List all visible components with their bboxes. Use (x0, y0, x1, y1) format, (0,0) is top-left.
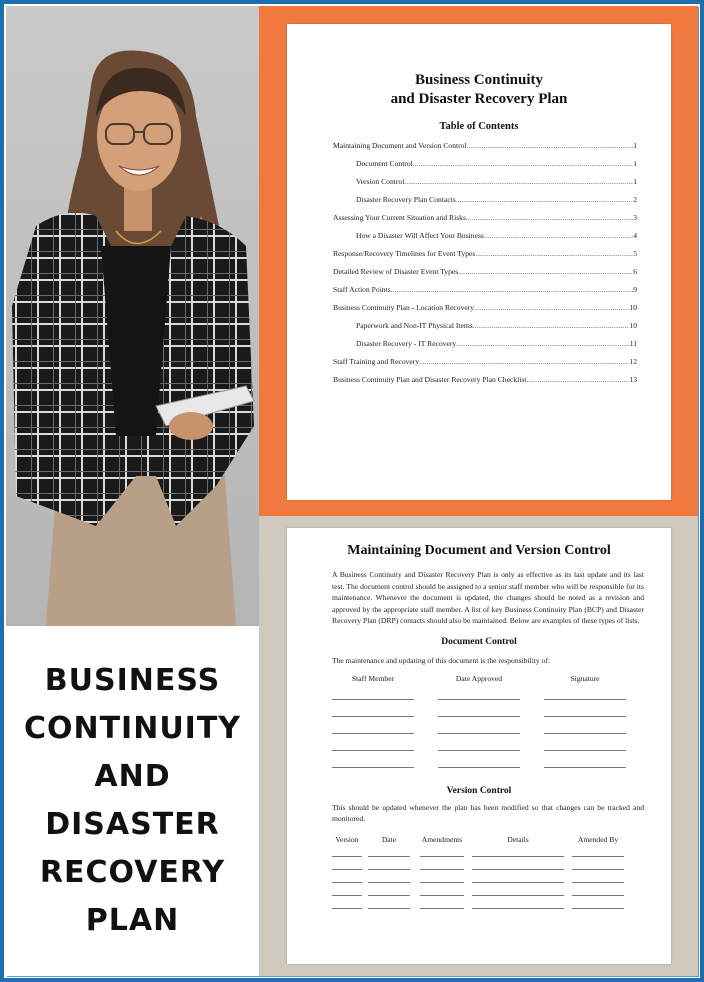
toc-leader-dots (484, 231, 633, 240)
toc-entry (356, 177, 637, 195)
toc-entry-text: Version Control (356, 177, 405, 186)
toc-entry-page: 10 (629, 321, 637, 330)
doc-title-line1: Business Continuity (415, 72, 543, 88)
version-control-page (287, 528, 671, 964)
section-paragraph: A Business Continuity and Disaster Recovery Plan is only as effective as its last update and its last test. The document control should be assigned to a senior staff member who will be responsible for its maintenance. Whenever the document is updated, the changes should be noted as a revision and approved by the appropriate staff member. A list of key Business Continuity Plan (BCP) and Disaster Recovery Plan (DRP) contacts should also be maintained. Below are examples of these types of lists. (332, 570, 644, 625)
toc-entry-page: 9 (633, 285, 637, 294)
ver-col (368, 835, 410, 909)
toc-entry-page: 3 (633, 213, 637, 222)
toc-entry-page: 1 (633, 141, 637, 150)
toc-leader-dots (458, 267, 633, 276)
section-title: Maintaining Document and Version Control (347, 543, 611, 558)
toc-entry (333, 249, 637, 267)
toc-entry-text: Disaster Recovery Plan Contacts (356, 195, 456, 204)
toc-entry-text: Staff Action Points (333, 285, 391, 294)
version-control-table (332, 835, 644, 909)
toc-entry (356, 159, 637, 177)
toc-entry (333, 213, 637, 231)
toc-entry-text: Disaster Recovery - IT Recovery (356, 339, 457, 348)
ver-col-header: Amendments (421, 834, 463, 844)
cover-title-line: PLAN (85, 903, 180, 938)
toc-leader-dots (391, 285, 634, 294)
toc-entry-page: 6 (633, 267, 637, 276)
toc-entry-text: Assessing Your Current Situation and Risks (333, 213, 466, 222)
cover-title-line: DISASTER (45, 807, 220, 842)
doc-title-line2: and Disaster Recovery Plan (390, 91, 568, 107)
toc-entry-text: Paperwork and Non-IT Physical Items (356, 321, 473, 330)
doc-col (544, 674, 626, 768)
toc-entry (333, 303, 637, 321)
toc-entry-text: Business Continuity Plan - Location Recovery (333, 303, 475, 312)
toc-list (287, 141, 671, 393)
doc-col-header: Date Approved (455, 673, 503, 683)
ver-col-header: Version (335, 834, 359, 844)
doc-col (332, 674, 414, 768)
toc-entry-page: 5 (633, 249, 637, 258)
toc-leader-dots (474, 303, 629, 312)
toc-entry-page: 2 (633, 195, 637, 204)
toc-leader-dots (413, 159, 633, 168)
toc-entry-text: Document Control (356, 159, 413, 168)
toc-leader-dots (466, 213, 633, 222)
cover-title-line: BUSINESS (44, 663, 221, 698)
toc-entry (333, 285, 637, 303)
toc-entry (356, 195, 637, 213)
toc-entry-page: 10 (629, 303, 637, 312)
toc-entry-page: 13 (629, 375, 637, 384)
doc-title (287, 71, 671, 109)
toc-entry-text: Maintaining Document and Version Control (333, 141, 467, 150)
toc-leader-dots (404, 177, 633, 186)
version-control-text: This should be updated whenever the plan has been modified so that changes can be tracked and monitored. (332, 802, 644, 823)
document-control-line: The maintenance and updating of this document is the responsibility of: (332, 655, 551, 665)
toc-page (287, 24, 671, 500)
toc-entry-text: Detailed Review of Disaster Event Types (333, 267, 459, 276)
toc-entry (333, 267, 637, 285)
cover-title-line: AND (94, 759, 171, 794)
toc-entry-text: Business Continuity Plan and Disaster Recovery Plan Checklist (333, 375, 527, 384)
cover-photo (6, 6, 259, 626)
toc-entry (333, 375, 637, 393)
toc-entry (356, 339, 637, 357)
ver-col-header: Date (381, 834, 397, 844)
toc-leader-dots (456, 339, 629, 348)
ver-col-header: Amended By (577, 834, 619, 844)
toc-entry (333, 357, 637, 375)
doc-col-header: Staff Member (351, 673, 395, 683)
toc-leader-dots (467, 141, 634, 150)
ver-col-header: Details (507, 834, 529, 844)
toc-entry-page: 12 (629, 357, 637, 366)
cover-title-line: RECOVERY (39, 855, 226, 890)
toc-entry-text: Response/Recovery Timelines for Event Types (333, 249, 476, 258)
cover-title (6, 626, 259, 976)
toc-leader-dots (526, 375, 629, 384)
toc-entry (333, 141, 637, 159)
toc-entry-page: 1 (633, 159, 637, 168)
toc-entry-page: 4 (633, 231, 637, 240)
document-control-heading: Document Control (441, 636, 517, 647)
doc-col (438, 674, 520, 768)
toc-entry (356, 321, 637, 339)
ver-col (472, 835, 564, 909)
ver-col (420, 835, 464, 909)
toc-leader-dots (456, 195, 633, 204)
toc-leader-dots (419, 357, 629, 366)
cover-title-line: CONTINUITY (23, 711, 242, 746)
toc-entry-page: 1 (633, 177, 637, 186)
toc-leader-dots (475, 249, 633, 258)
toc-heading: Table of Contents (439, 121, 519, 132)
doc-col-header: Signature (570, 673, 600, 683)
toc-entry-page: 11 (629, 339, 637, 348)
toc-entry-text: Staff Training and Recovery (333, 357, 420, 366)
toc-entry (356, 231, 637, 249)
ver-col (332, 835, 362, 909)
version-control-heading: Version Control (446, 785, 512, 796)
ver-col (572, 835, 624, 909)
document-control-table (332, 674, 644, 768)
toc-entry-text: How a Disaster Will Affect Your Business (356, 231, 484, 240)
toc-leader-dots (473, 321, 630, 330)
